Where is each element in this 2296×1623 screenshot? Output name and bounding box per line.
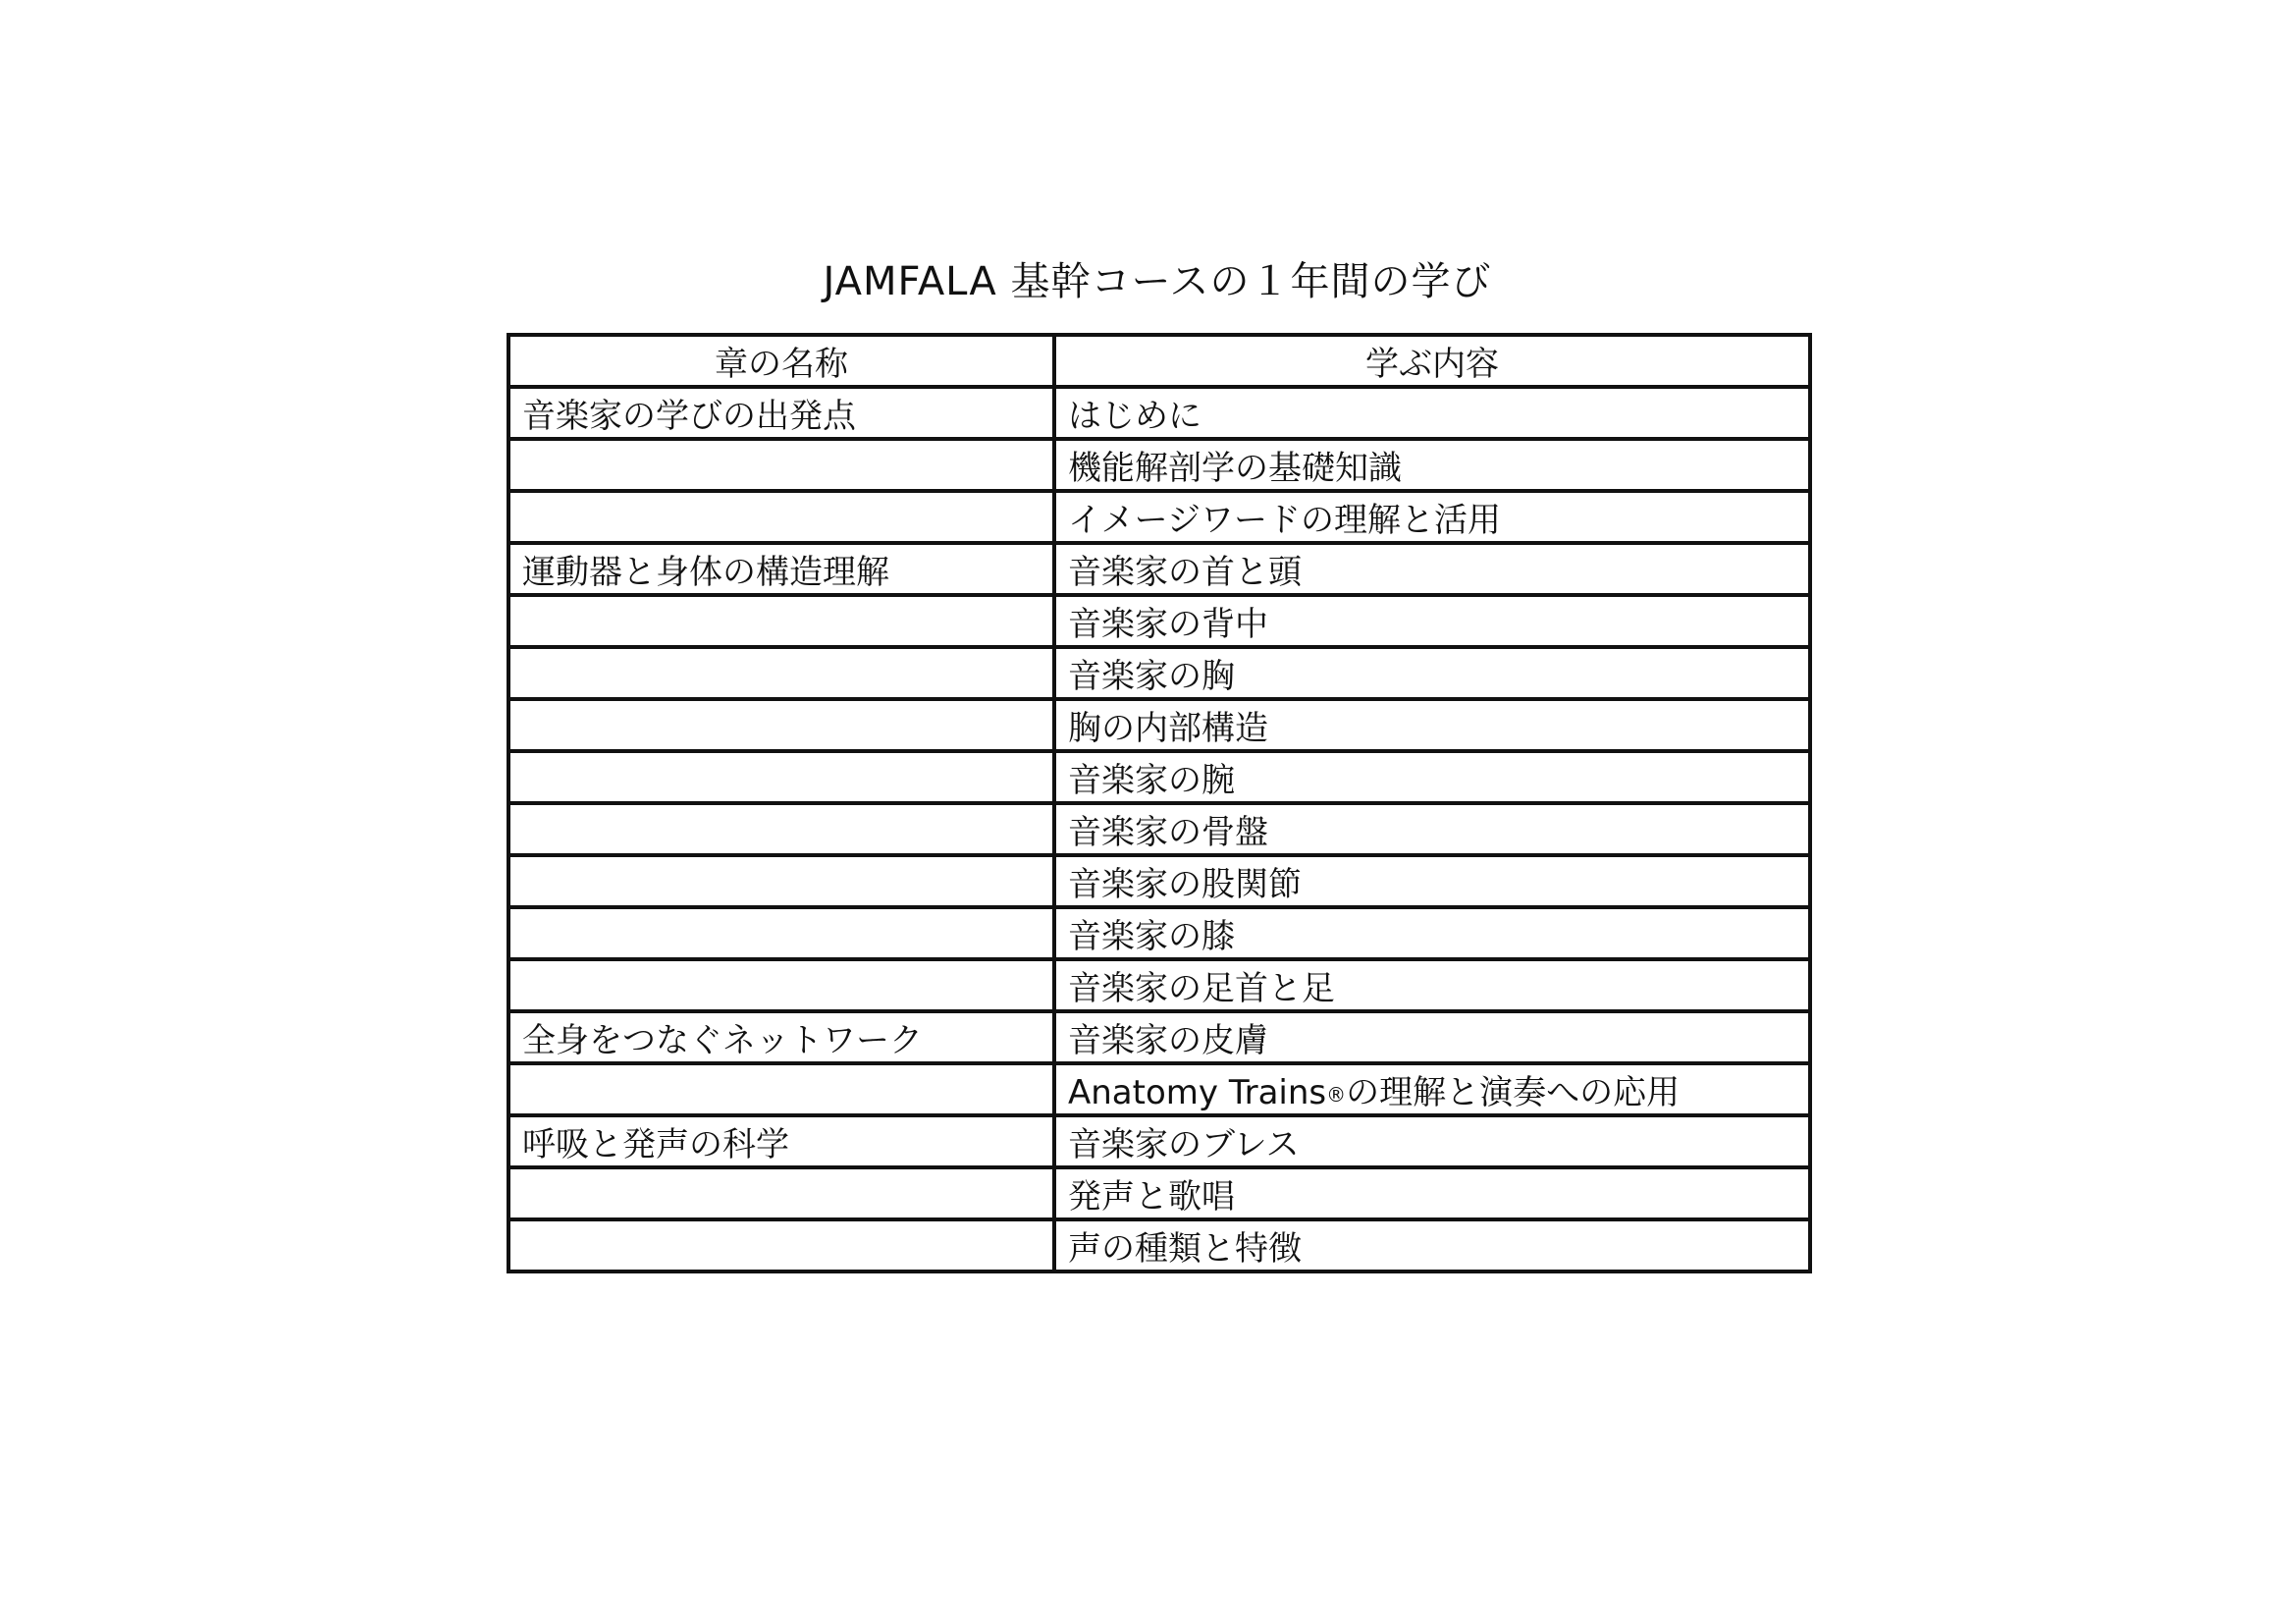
chapter-cell: 運動器と身体の構造理解 [508,543,1054,595]
content-text: の理解と演奏への応用 [1346,1073,1681,1112]
content-cell: 胸の内部構造 [1054,699,1810,751]
content-cell: 音楽家の胸 [1054,647,1810,699]
table-row [508,543,1810,595]
chapter-cell [508,751,1054,803]
course-table [507,333,1812,1273]
table-row [508,439,1810,491]
chapter-cell [508,439,1054,491]
content-cell: はじめに [1054,387,1810,439]
chapter-cell: 音楽家の学びの出発点 [508,387,1054,439]
table-row [508,1167,1810,1219]
table-row [508,1011,1810,1063]
content-cell: 音楽家の背中 [1054,595,1810,647]
table-row [508,803,1810,855]
chapter-cell [508,699,1054,751]
content-cell: イメージワードの理解と活用 [1054,491,1810,543]
content-cell: 音楽家の腕 [1054,751,1810,803]
content-cell: 音楽家の股関節 [1054,855,1810,907]
column-header-content: 学ぶ内容 [1054,335,1810,387]
table-header-row [508,335,1810,387]
content-cell: 発声と歌唱 [1054,1167,1810,1219]
table-row [508,907,1810,959]
content-cell: 音楽家の足首と足 [1054,959,1810,1011]
table-row [508,595,1810,647]
chapter-cell [508,1219,1054,1271]
table-row [508,647,1810,699]
chapter-cell [508,647,1054,699]
table-row [508,699,1810,751]
table-row [508,855,1810,907]
chapter-cell [508,1063,1054,1115]
content-cell [1054,1063,1810,1115]
chapter-cell [508,959,1054,1011]
table-row [508,1219,1810,1271]
table-row [508,959,1810,1011]
table-row [508,491,1810,543]
content-cell: 機能解剖学の基礎知識 [1054,439,1810,491]
table-row [508,1115,1810,1167]
chapter-cell [508,1167,1054,1219]
chapter-cell [508,803,1054,855]
content-cell: 音楽家のブレス [1054,1115,1810,1167]
chapter-cell [508,491,1054,543]
table-row [508,751,1810,803]
chapter-cell: 全身をつなぐネットワーク [508,1011,1054,1063]
content-cell: 音楽家の膝 [1054,907,1810,959]
chapter-cell: 呼吸と発声の科学 [508,1115,1054,1167]
table-row [508,1063,1810,1115]
content-cell: 音楽家の首と頭 [1054,543,1810,595]
chapter-cell [508,595,1054,647]
registered-mark: ® [1326,1083,1347,1107]
content-cell: 音楽家の骨盤 [1054,803,1810,855]
content-text: Anatomy Trains [1068,1073,1327,1112]
content-cell: 声の種類と特徴 [1054,1219,1810,1271]
page-title: JAMFALA 基幹コースの１年間の学び [823,259,1492,304]
content-cell: 音楽家の皮膚 [1054,1011,1810,1063]
chapter-cell [508,855,1054,907]
column-header-chapter: 章の名称 [508,335,1054,387]
table-row [508,387,1810,439]
chapter-cell [508,907,1054,959]
